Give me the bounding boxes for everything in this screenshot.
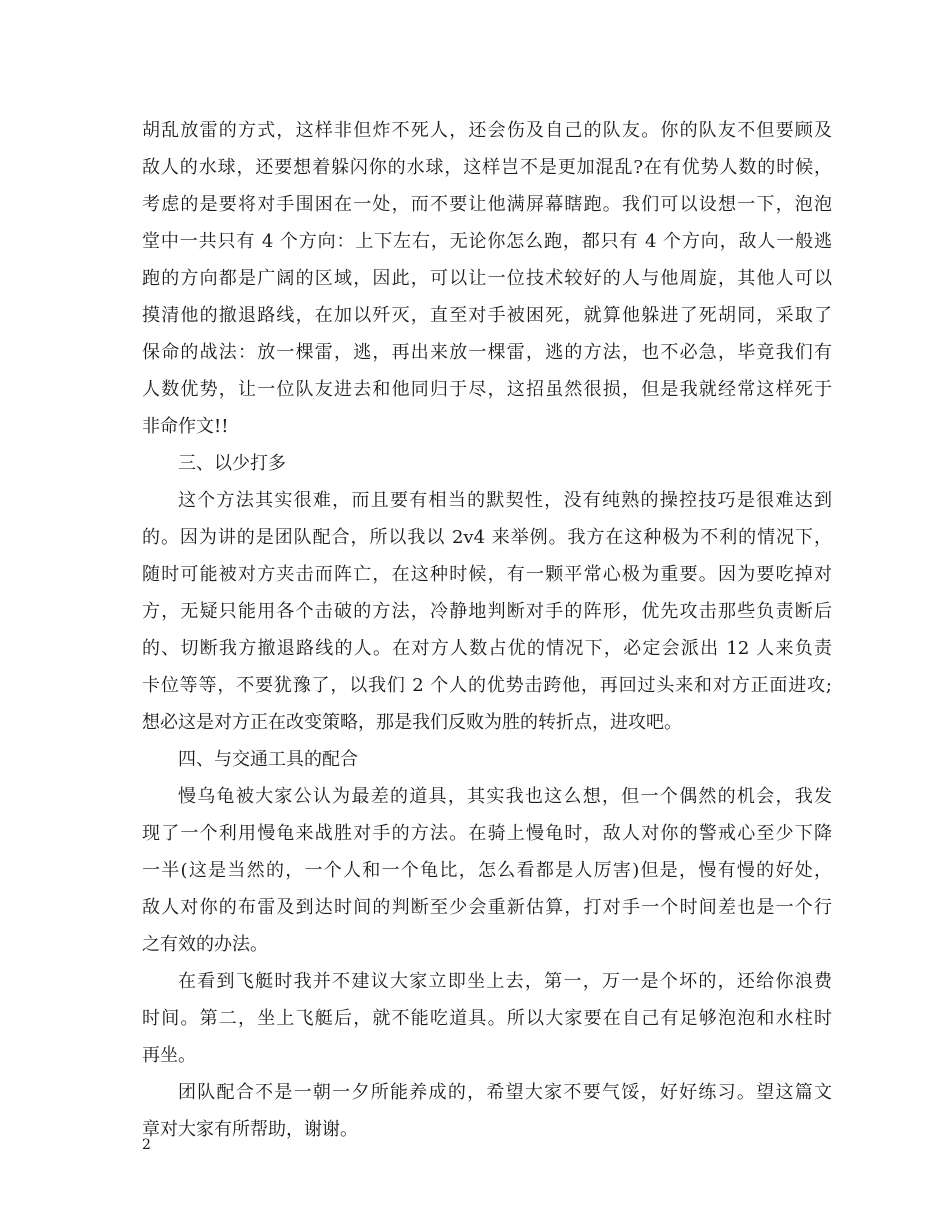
text-line: 的、切断我方撤退路线的人。在对方人数占优的情况下，必定会派出 12 人来负责 [142,638,832,659]
page-number: 2 [142,1137,151,1153]
heading-text: 三、以少打多 [178,453,286,474]
text-line: 堂中一共只有 4 个方向：上下左右，无论你怎么跑，都只有 4 个方向，敌人一般逃 [142,231,832,252]
paragraph [142,1074,832,1148]
paragraph [142,112,832,445]
paragraph [142,963,832,1074]
text-line: 想必这是对方正在改变策略，那是我们反败为胜的转折点，进攻吧。 [142,712,682,733]
text-line: 胡乱放雷的方式，这样非但炸不死人，还会伤及自己的队友。你的队友不但要顾及 [142,120,832,141]
text-line: 非命作文!! [142,416,229,437]
text-line: 随时可能被对方夹击而阵亡，在这种时候，有一颗平常心极为重要。因为要吃掉对 [142,564,832,585]
text-line: 之有效的办法。 [142,934,268,955]
text-line: 这个方法其实很难，而且要有相当的默契性，没有纯熟的操控技巧是很难达到 [178,490,832,511]
text-line: 团队配合不是一朝一夕所能养成的，希望大家不要气馁，好好练习。望这篇文 [178,1082,832,1103]
text-line: 人数优势，让一位队友进去和他同归于尽，这招虽然很损，但是我就经常这样死于 [142,379,832,400]
text-line: 卡位等等，不要犹豫了，以我们 2 个人的优势击跨他，再回过头来和对方正面进攻; [142,675,832,696]
text-line: 敌人对你的布雷及到达时间的判断至少会重新估算，打对手一个时间差也是一个行 [142,897,832,918]
text-line: 一半(这是当然的，一个人和一个龟比，怎么看都是人厉害)但是，慢有慢的好处， [142,860,832,881]
text-line: 跑的方向都是广阔的区域，因此，可以让一位技术较好的人与他周旋，其他人可以 [142,268,832,289]
text-line: 再坐。 [142,1045,196,1066]
text-line: 考虑的是要将对手围困在一处，而不要让他满屏幕瞎跑。我们可以设想一下，泡泡 [142,194,832,215]
section-heading [142,741,832,778]
text-line: 摸清他的撤退路线，在加以歼灭，直至对手被困死，就算他躲进了死胡同，采取了 [142,305,832,326]
text-line: 敌人的水球，还要想着躲闪你的水球，这样岂不是更加混乱?在有优势人数的时候， [142,157,832,178]
text-line: 现了一个利用慢龟来战胜对手的方法。在骑上慢龟时，敌人对你的警戒心至少下降 [142,823,832,844]
paragraph [142,482,832,741]
heading-text: 四、与交通工具的配合 [178,749,358,770]
document-body [142,112,832,1148]
text-line: 的。因为讲的是团队配合，所以我以 2v4 来举例。我方在这种极为不利的情况下， [142,527,832,548]
section-heading [142,445,832,482]
text-line: 章对大家有所帮助，谢谢。 [142,1119,358,1140]
text-line: 方，无疑只能用各个击破的方法，冷静地判断对手的阵形，优先攻击那些负责断后 [142,601,832,622]
paragraph [142,778,832,963]
text-line: 在看到飞艇时我并不建议大家立即坐上去，第一，万一是个坏的，还给你浪费 [178,971,832,992]
text-line: 时间。第二，坐上飞艇后，就不能吃道具。所以大家要在自己有足够泡泡和水柱时 [142,1008,832,1029]
text-line: 保命的战法：放一棵雷，逃，再出来放一棵雷，逃的方法，也不必急，毕竟我们有 [142,342,832,363]
text-line: 慢乌龟被大家公认为最差的道具，其实我也这么想，但一个偶然的机会，我发 [178,786,832,807]
